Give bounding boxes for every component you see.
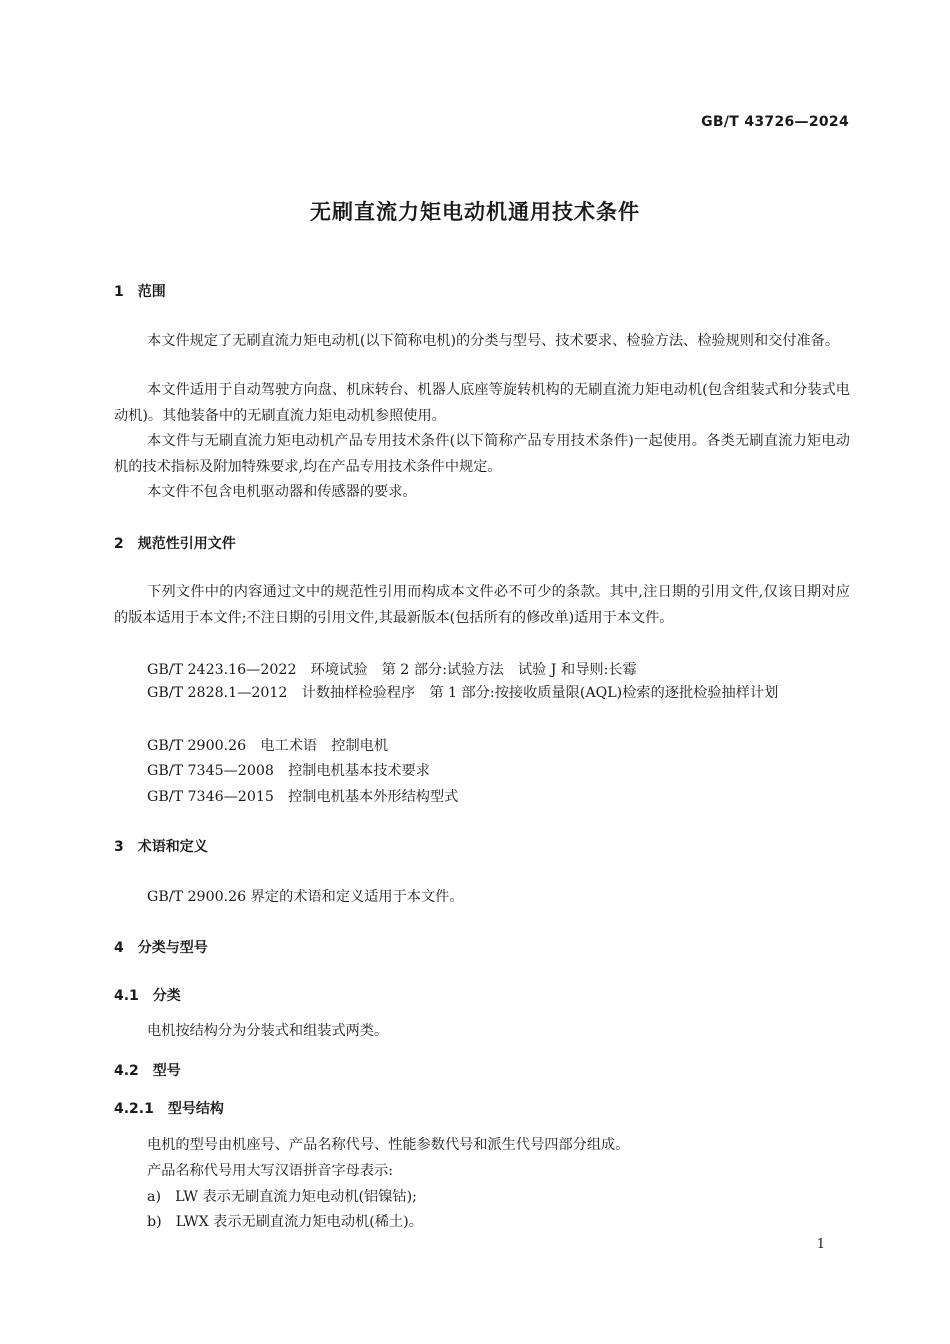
section-1-heading: 1 范围 [114, 284, 166, 300]
section-1-paragraph: 本文件规定了无刷直流力矩电动机(以下简称电机)的分类与型号、技术要求、检验方法、检验规则和交付准备。 [147, 333, 840, 349]
section-3-text: GB/T 2900.26 界定的术语和定义适用于本文件。 [147, 889, 464, 905]
section-4-2-1-paragraph: 电机的型号由机座号、产品名称代号、性能参数代号和派生代号四部分组成。 [147, 1137, 630, 1153]
normative-reference: GB/T 7345—2008 控制电机基本技术要求 [147, 763, 430, 779]
list-item: b) LWX 表示无刷直流力矩电动机(稀土)。 [147, 1214, 423, 1230]
section-1-paragraph: 本文件与无刷直流力矩电动机产品专用技术条件(以下简称产品专用技术条件)一起使用。各类无刷直流力矩电动机的技术指标及附加特殊要求,均在产品专用技术条件中规定。 [114, 433, 850, 475]
section-4-1-heading: 4.1 分类 [114, 988, 181, 1004]
section-2-heading: 2 规范性引用文件 [114, 536, 236, 552]
section-4-2-1-paragraph: 产品名称代号用大写汉语拼音字母表示: [147, 1163, 393, 1179]
section-4-2-heading: 4.2 型号 [114, 1063, 181, 1079]
section-4-2-1-heading: 4.2.1 型号结构 [114, 1101, 224, 1117]
normative-reference: GB/T 2828.1—2012 计数抽样检验程序 第 1 部分:按接收质量限(AQL)检索的逐批检验抽样计划 [147, 685, 779, 701]
section-2-intro: 下列文件中的内容通过文中的规范性引用而构成本文件必不可少的条款。其中,注日期的引用文件,仅该日期对应的版本适用于本文件;不注日期的引用文件,其最新版本(包括所有的修改单)适用于本文件。 [114, 584, 850, 626]
normative-reference: GB/T 7346—2015 控制电机基本外形结构型式 [147, 789, 459, 805]
standard-number: GB/T 43726—2024 [701, 114, 849, 130]
document-title: 无刷直流力矩电动机通用技术条件 [310, 200, 640, 224]
list-item: a) LW 表示无刷直流力矩电动机(铝镍钴); [147, 1189, 417, 1205]
section-1-paragraph: 本文件适用于自动驾驶方向盘、机床转台、机器人底座等旋转机构的无刷直流力矩电动机(包含组装式和分装式电动机)。其他装备中的无刷直流力矩电动机参照使用。 [114, 382, 850, 424]
section-3-heading: 3 术语和定义 [114, 839, 208, 855]
section-4-heading: 4 分类与型号 [114, 940, 208, 956]
normative-reference: GB/T 2900.26 电工术语 控制电机 [147, 738, 389, 754]
normative-reference: GB/T 2423.16—2022 环境试验 第 2 部分:试验方法 试验 J 和导则:长霉 [147, 662, 637, 678]
page-number: 1 [816, 1237, 825, 1252]
section-4-1-text: 电机按结构分为分装式和组装式两类。 [147, 1023, 389, 1039]
section-1-paragraph: 本文件不包含电机驱动器和传感器的要求。 [147, 484, 417, 500]
